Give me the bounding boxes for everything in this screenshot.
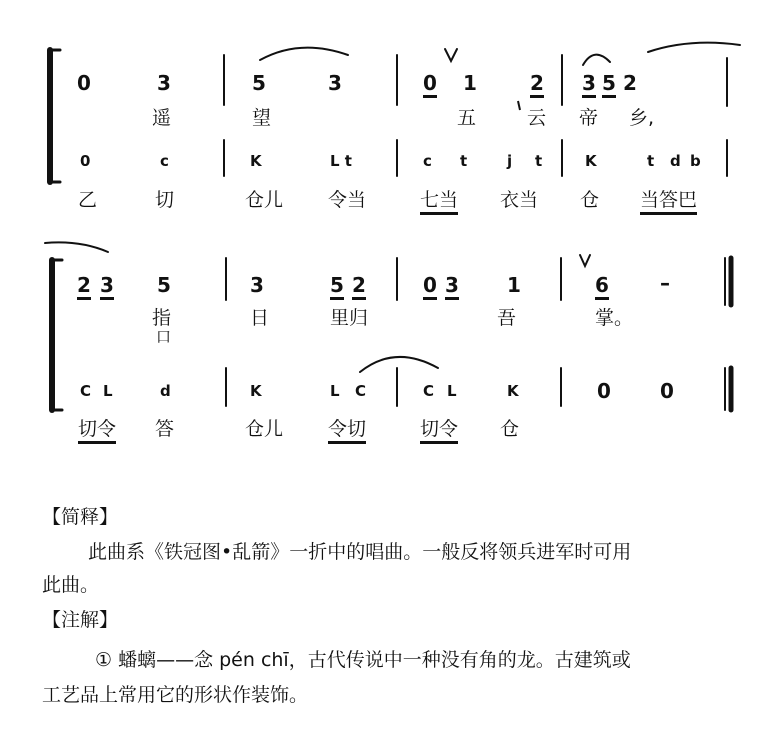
percussion-syllable: 答	[155, 418, 175, 440]
jianshi-text-cont: 此曲。	[42, 574, 100, 596]
percussion-syllable: 令当	[328, 189, 367, 211]
lyric: 里归	[330, 307, 369, 329]
breath-mark	[445, 49, 457, 61]
percussion-syllable: 仓儿	[245, 418, 284, 440]
lyric: 口	[156, 328, 172, 346]
note: 5	[157, 273, 171, 297]
percussion-syllable: 仓	[500, 418, 520, 440]
percussion-symbol: c	[160, 152, 169, 170]
lyric: 吾	[497, 307, 517, 329]
note: 3	[582, 72, 596, 98]
note-extension: –	[660, 271, 670, 295]
percussion-symbol: K	[250, 382, 262, 400]
percussion-symbol: L	[447, 382, 457, 400]
percussion-symbol: K	[250, 152, 262, 170]
percussion-symbol: C	[80, 382, 92, 400]
note: 5	[330, 274, 344, 300]
zhujie-text: ① 蟠螭——念 pén chī，古代传说中一种没有角的龙。古建筑或	[95, 649, 631, 671]
lyric: 云	[527, 107, 547, 129]
percussion-syllable: 切	[155, 189, 175, 211]
percussion-symbol: t	[460, 152, 468, 170]
percussion-symbol: d	[160, 382, 171, 400]
percussion-symbol: 0	[597, 379, 611, 403]
note: 5	[602, 72, 616, 98]
lyric: 指	[152, 307, 172, 329]
percussion-symbol: C	[423, 382, 435, 400]
note: 3	[250, 273, 264, 297]
percussion-syllable: 衣当	[500, 189, 539, 211]
note: 3	[157, 71, 171, 95]
percussion-syllable: 七当	[420, 189, 458, 215]
percussion-symbol: d	[670, 152, 681, 170]
percussion-symbol: t	[647, 152, 655, 170]
slur	[360, 357, 438, 372]
percussion-syllable: 当答巴	[640, 189, 697, 215]
note: 2	[77, 274, 91, 300]
percussion-syllable: 乙	[78, 189, 98, 211]
percussion-symbol: b	[690, 152, 701, 170]
slur	[260, 48, 348, 60]
percussion-symbol: L	[330, 382, 340, 400]
note: 1	[463, 71, 477, 95]
note: 6	[595, 274, 609, 300]
jianshi-heading: 【简释】	[42, 506, 119, 528]
percussion-syllable: 仓儿	[245, 189, 284, 211]
percussion-syllable: 切令	[78, 418, 116, 444]
zhujie-text-cont: 工艺品上常用它的形状作装饰。	[42, 684, 309, 706]
percussion-symbol: 0	[660, 379, 674, 403]
lyric: 五	[457, 107, 477, 129]
lyric: 乡,	[629, 107, 655, 129]
percussion-symbol: K	[507, 382, 519, 400]
percussion-syllable: 切令	[420, 418, 458, 444]
percussion-symbol: j	[507, 152, 513, 170]
note: 3	[328, 71, 342, 95]
percussion-symbol: L	[103, 382, 113, 400]
percussion-symbol: t	[535, 152, 543, 170]
slur	[45, 242, 108, 252]
percussion-symbol: c	[423, 152, 432, 170]
note: 5	[252, 71, 266, 95]
slur	[648, 43, 740, 52]
breath-mark	[580, 255, 590, 266]
note: 2	[623, 71, 637, 95]
percussion-symbol: L t	[330, 152, 352, 170]
zhujie-heading: 【注解】	[42, 609, 119, 631]
note: 0	[423, 72, 437, 98]
percussion-symbol: K	[585, 152, 597, 170]
jianshi-text: 此曲系《铁冠图•乱箭》一折中的唱曲。一般反将领兵进军时可用	[88, 541, 632, 563]
lyric: 望	[252, 107, 272, 129]
percussion-symbol: 0	[80, 152, 91, 170]
lyric: 掌。	[595, 307, 634, 329]
note: 2	[352, 274, 366, 300]
percussion-syllable: 仓	[580, 189, 600, 211]
note: 0	[423, 274, 437, 300]
note: 3	[100, 274, 114, 300]
note: 2	[530, 72, 544, 98]
lyric: 帝	[579, 107, 599, 129]
slur	[583, 55, 610, 65]
note: 1	[507, 273, 521, 297]
note: 3	[445, 274, 459, 300]
percussion-symbol: C	[355, 382, 367, 400]
lyric: 日	[250, 307, 270, 329]
lyric: 遥	[152, 107, 172, 129]
percussion-syllable: 令切	[328, 418, 366, 444]
note: 0	[77, 71, 91, 95]
